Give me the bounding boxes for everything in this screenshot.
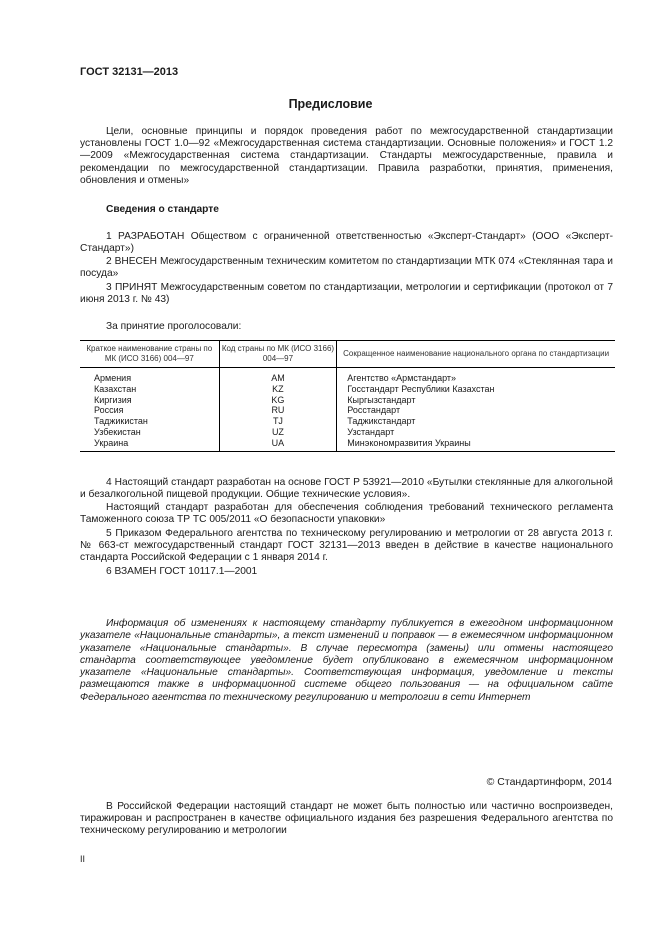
countries-table — [80, 340, 615, 452]
body-cell: Кыргызстандарт — [337, 395, 615, 406]
body-cell: Росстандарт — [337, 405, 615, 416]
item-4: 4 Настоящий стандарт разработан на основе ГОСТ Р 53921—2010 «Бутылки стеклянные для алкогольной и безалкогольной пищевой продукции. Общие технические условия». — [80, 477, 613, 501]
col-header-body: Сокращенное наименование национального органа по стандартизации — [337, 341, 615, 368]
code-cell: UZ — [219, 427, 337, 438]
item-4-regulation: Настоящий стандарт разработан для обеспечения соблюдения требований технического регламента Таможенного союза ТР ТС 005/2011 «О безопасности упаковки» — [80, 502, 613, 526]
code-cell: TJ — [219, 416, 337, 427]
body-cell: Агентство «Армстандарт» — [337, 368, 615, 384]
table-row — [80, 416, 615, 427]
amendments-notice: Информация об изменениях к настоящему стандарту публикуется в ежегодном информационном указателе «Национальные стандарты», а текст изменений и поправок — в ежемесячном информационном указателе «Национальные стандарты». В случае пересмотра (замены) или отмены настоящего стандарта соответствующее уведомление будет опубликовано в ежемесячном информационном указателе «Национальные стандарты». Соответствующая информация, уведомление и тексты размещаются также в информационной системе общего пользования — на официальном сайте Федерального агентства по техническому регулированию и метрологии в сети Интернет — [80, 618, 613, 703]
code-cell: KG — [219, 395, 337, 406]
item-2: 2 ВНЕСЕН Межгосударственным техническим комитетом по стандартизации МТК 074 «Стеклянная тара и посуда» — [80, 256, 613, 280]
rights-paragraph: В Российской Федерации настоящий стандарт не может быть полностью или частично воспроизведен, тиражирован и распространен в качестве официального издания без разрешения Федерального агентства по техническому регулированию и метрологии — [80, 801, 613, 837]
document-header: ГОСТ 32131—2013 — [80, 66, 179, 78]
table-row — [80, 384, 615, 395]
country-cell: Армения — [94, 373, 132, 383]
country-cell: Киргизия — [94, 394, 132, 405]
page-title: Предисловие — [288, 97, 373, 111]
table-row — [80, 438, 615, 451]
table-row — [80, 368, 615, 384]
col-header-country: Краткое наименование страны по МК (ИСО 3166) 004—97 — [80, 341, 219, 368]
code-cell: RU — [219, 405, 337, 416]
item-1: 1 РАЗРАБОТАН Обществом с ограниченной ответственностью «Эксперт-Стандарт» (ООО «Эксперт-Стандарт») — [80, 231, 613, 255]
table-row — [80, 395, 615, 406]
copyright: © Стандартинформ, 2014 — [486, 776, 612, 788]
country-cell: Украина — [94, 437, 129, 448]
body-cell: Госстандарт Республики Казахстан — [337, 384, 615, 395]
country-cell: Таджикистан — [94, 416, 148, 427]
table-row — [80, 427, 615, 438]
intro-paragraph: Цели, основные принципы и порядок проведения работ по межгосударственной стандартизации установлены ГОСТ 1.0—92 «Межгосударственная система стандартизации. Основные положения» и ГОСТ 1.2—2009 «Межгосударственная система стандартизации. Стандарты межгосударственные, правила и рекомендации по межгосударственной стандартизации. Правила разработки, принятия, применения, обновления и отмены» — [80, 126, 613, 186]
body-cell: Таджикстандарт — [337, 416, 615, 427]
table-row — [80, 405, 615, 416]
code-cell: UA — [219, 438, 337, 451]
country-cell: Россия — [94, 405, 124, 416]
body-cell: Узстандарт — [337, 427, 615, 438]
code-cell: KZ — [219, 384, 337, 395]
item-3: 3 ПРИНЯТ Межгосударственным советом по стандартизации, метрологии и сертификации (протокол от 7 июня 2013 г. № 43) — [80, 282, 613, 306]
code-cell: AM — [219, 368, 337, 384]
item-6: 6 ВЗАМЕН ГОСТ 10117.1—2001 — [106, 566, 258, 577]
page-number: II — [80, 854, 86, 864]
body-cell: Минэкономразвития Украины — [337, 438, 615, 451]
country-cell: Казахстан — [94, 383, 137, 394]
info-heading: Сведения о стандарте — [106, 204, 219, 215]
col-header-code: Код страны по МК (ИСО 3166) 004—97 — [219, 341, 337, 368]
table-body — [80, 368, 615, 452]
voted-label: За принятие проголосовали: — [106, 321, 242, 332]
country-cell: Узбекистан — [94, 426, 141, 437]
item-5: 5 Приказом Федерального агентства по техническому регулированию и метрологии от 28 августа 2013 г. № 663-ст межгосударственный стандарт ГОСТ 32131—2013 введен в действие в качестве национального стандарта Российской Федерации с 1 января 2014 г. — [80, 528, 613, 564]
